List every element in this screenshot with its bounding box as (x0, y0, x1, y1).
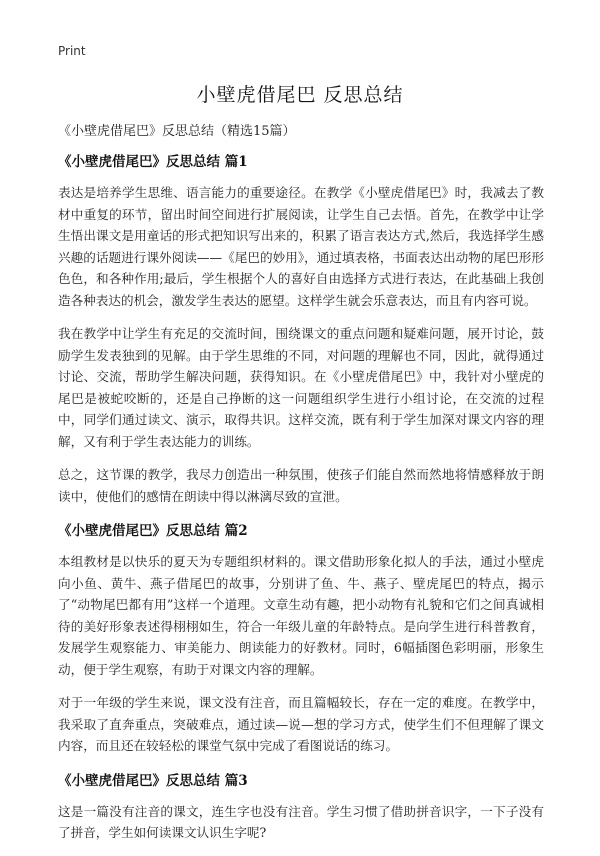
print-link[interactable]: Print (58, 44, 86, 58)
paragraph: 表达是培养学生思维、语言能力的重要途径。在教学《小壁虎借尾巴》时，我减去了教材中重复的环节，留出时间空间进行扩展阅读，让学生自己去悟。首先，在教学中让学生悟出课文是用童话的形式把知识写出来的，积累了语言表达方式,然后，我选择学生感兴趣的话题进行课外阅读——《尾巴的妙用》，通过填表格，书面表达出动物的尾巴形形色色，和各种作用;最后，学生根据个人的喜好自由选择方式进行表达，在此基础上我创造各种表达的机会，激发学生表达的愿望。这样学生就会乐意表达，而且有内容可说。 (58, 185, 544, 308)
paragraph: 我在教学中让学生有充足的交流时间，围绕课文的重点问题和疑难问题，展开讨论，鼓励学生发表独到的见解。由于学生思维的不同，对问题的理解也不同，因此，就得通过讨论、交流，帮助学生解决问题，获得知识。在《小壁虎借尾巴》中，我针对小壁虎的尾巴是被蛇咬断的，还是自己挣断的这一问题组织学生进行小组讨论，在交流的过程中，同学们通过读文、演示，取得共识。这样交流，既有利于学生加深对课文内容的理解，又有利于学生表达能力的训练。 (58, 326, 544, 449)
paragraph: 这是一篇没有注音的课文，连生字也没有注音。学生习惯了借助拼音识字，一下子没有了拼音，学生如何读课文认识生字呢? (58, 803, 544, 840)
page-title: 小壁虎借尾巴 反思总结 (196, 84, 404, 106)
document-body (58, 150, 544, 856)
section-heading: 《小壁虎借尾巴》反思总结 篇1 (58, 154, 248, 170)
section-1 (58, 150, 544, 507)
section-2 (58, 519, 544, 757)
section-heading: 《小壁虎借尾巴》反思总结 篇2 (58, 523, 248, 539)
document-subtitle: 《小壁虎借尾巴》反思总结（精选15篇） (58, 124, 296, 139)
section-heading: 《小壁虎借尾巴》反思总结 篇3 (58, 772, 248, 789)
paragraph: 本组教材是以快乐的夏天为专题组织材料的。课文借助形象化拟人的手法，通过小壁虎向小鱼、黄牛、燕子借尾巴的故事，分别讲了鱼、牛、燕子、壁虎尾巴的特点，揭示了“动物尾巴都有用”这样一个道理。文章生动有趣，把小动物有礼貌和它们之间真诚相待的美好形象表述得栩栩如生，符合一年级儿童的年龄特点。是向学生进行科普教育，发展学生观察能力、审美能力、朗读能力的好教材。同时，6幅插图色彩明丽，形象生动，便于学生观察，有助于对课文内容的理解。 (58, 554, 544, 677)
paragraph: 对于一年级的学生来说，课文没有注音，而且篇幅较长，存在一定的难度。在教学中，我采取了直奔重点，突破难点，通过读—说—想的学习方式，使学生们不但理解了课文内容，而且还在较轻松的课堂气氛中完成了看图说话的练习。 (58, 695, 544, 753)
section-3 (58, 769, 544, 844)
paragraph: 总之，这节课的教学，我尽力创造出一种氛围，使孩子们能自然而然地将情感释放于朗读中，使他们的感情在朗读中得以淋漓尽致的宣泄。 (58, 467, 544, 504)
